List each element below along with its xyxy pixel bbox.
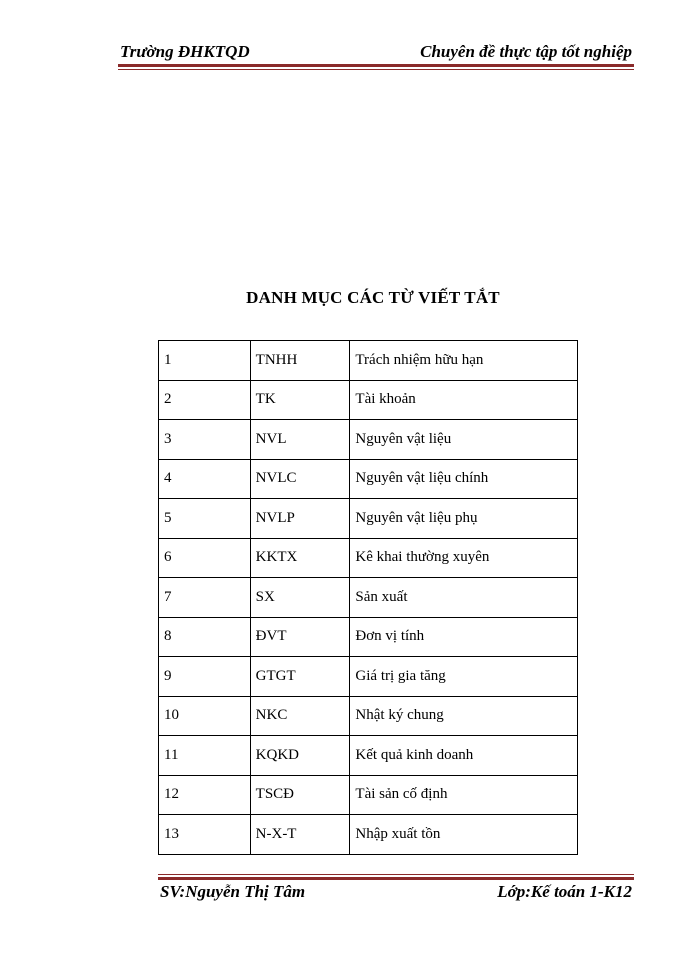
table-row <box>159 420 578 460</box>
row-number: 13 <box>159 815 251 855</box>
row-meaning: Nhật ký chung <box>350 696 578 736</box>
row-number: 2 <box>159 380 251 420</box>
row-meaning: Nguyên vật liệu phụ <box>350 499 578 539</box>
row-abbreviation: NKC <box>250 696 350 736</box>
abbreviation-table <box>158 340 578 855</box>
row-meaning: Kết quả kinh doanh <box>350 736 578 776</box>
row-abbreviation: GTGT <box>250 657 350 697</box>
row-meaning: Nguyên vật liệu <box>350 420 578 460</box>
footer-student: SV:Nguyễn Thị Tâm <box>160 882 306 901</box>
row-number: 5 <box>159 499 251 539</box>
row-meaning: Nhập xuất tồn <box>350 815 578 855</box>
row-meaning: Nguyên vật liệu chính <box>350 459 578 499</box>
row-abbreviation: TNHH <box>250 341 350 381</box>
row-meaning: Giá trị gia tăng <box>350 657 578 697</box>
table-row <box>159 459 578 499</box>
row-number: 4 <box>159 459 251 499</box>
row-meaning: Sản xuất <box>350 578 578 618</box>
row-meaning: Trách nhiệm hữu hạn <box>350 341 578 381</box>
row-number: 9 <box>159 657 251 697</box>
footer-rule-thin <box>158 874 634 875</box>
page-footer <box>158 874 634 904</box>
header-rule-thin <box>118 69 634 70</box>
table-row <box>159 499 578 539</box>
footer-class: Lớp:Kế toán 1-K12 <box>497 882 632 901</box>
row-abbreviation: NVLP <box>250 499 350 539</box>
header-report-title: Chuyên đề thực tập tốt nghiệp <box>420 42 632 61</box>
table-row <box>159 775 578 815</box>
row-number: 12 <box>159 775 251 815</box>
table-row <box>159 736 578 776</box>
row-number: 10 <box>159 696 251 736</box>
table-row <box>159 815 578 855</box>
row-abbreviation: NVLC <box>250 459 350 499</box>
row-abbreviation: N-X-T <box>250 815 350 855</box>
row-abbreviation: ĐVT <box>250 617 350 657</box>
row-abbreviation: TSCĐ <box>250 775 350 815</box>
row-number: 1 <box>159 341 251 381</box>
table-row <box>159 380 578 420</box>
row-number: 3 <box>159 420 251 460</box>
table-row <box>159 617 578 657</box>
row-abbreviation: KKTX <box>250 538 350 578</box>
row-number: 8 <box>159 617 251 657</box>
row-number: 7 <box>159 578 251 618</box>
page-header <box>118 40 634 68</box>
row-abbreviation: TK <box>250 380 350 420</box>
row-abbreviation: SX <box>250 578 350 618</box>
row-meaning: Tài sản cố định <box>350 775 578 815</box>
header-school: Trường ĐHKTQD <box>120 42 250 61</box>
row-meaning: Tài khoản <box>350 380 578 420</box>
page-title: DANH MỤC CÁC TỪ VIẾT TẮT <box>246 288 500 307</box>
row-abbreviation: NVL <box>250 420 350 460</box>
table-row <box>159 657 578 697</box>
table-row <box>159 578 578 618</box>
row-abbreviation: KQKD <box>250 736 350 776</box>
row-meaning: Đơn vị tính <box>350 617 578 657</box>
table-row <box>159 538 578 578</box>
table-row <box>159 696 578 736</box>
footer-rule-thick <box>158 877 634 880</box>
row-meaning: Kê khai thường xuyên <box>350 538 578 578</box>
row-number: 6 <box>159 538 251 578</box>
row-number: 11 <box>159 736 251 776</box>
table-row <box>159 341 578 381</box>
header-rule-thick <box>118 64 634 67</box>
